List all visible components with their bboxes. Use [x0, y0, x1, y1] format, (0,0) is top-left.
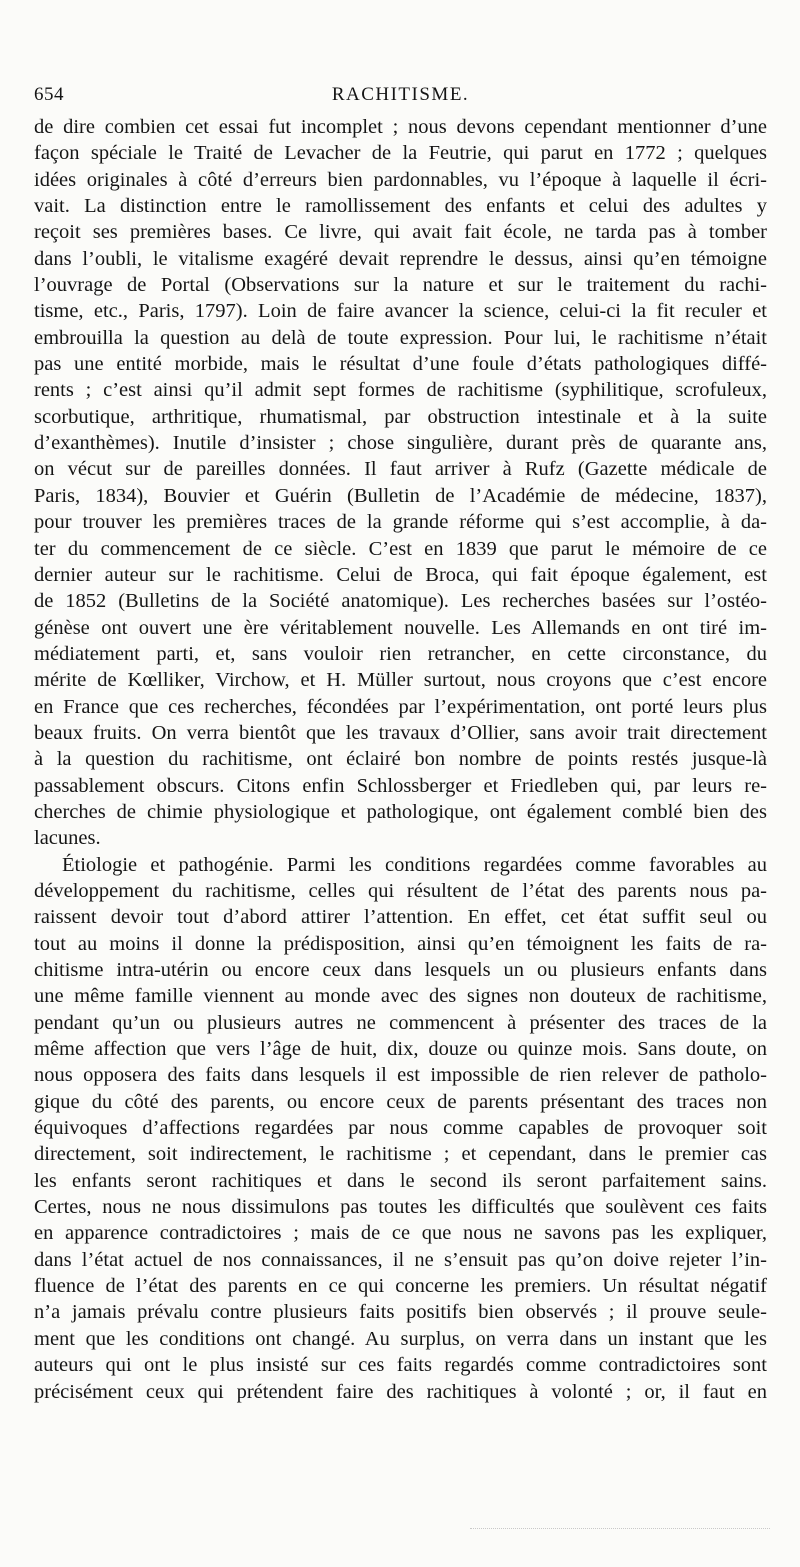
text-line: en apparence contradictoires ; mais de ce que nous ne savons pas les expliquer, — [34, 1222, 767, 1245]
text-line: embrouilla la question au delà de toute expression. Pour lui, le rachitisme n’était — [34, 326, 767, 349]
text-line: médiatement parti, et, sans vouloir rien retrancher, en cette circonstance, du — [34, 642, 767, 665]
text-line: gique du côté des parents, ou encore ceux de parents présentant des traces non — [34, 1090, 767, 1113]
page-header — [34, 78, 767, 114]
text-line: rents ; c’est ainsi qu’il admit sept formes de rachitisme (syphilitique, scrofuleux, — [34, 379, 767, 402]
text-line: même affection que vers l’âge de huit, dix, douze ou quinze mois. Sans doute, on — [34, 1038, 767, 1061]
text-line: fluence de l’état des parents en ce qui concerne les premiers. Un résultat négatif — [34, 1275, 767, 1298]
text-line: l’ouvrage de Portal (Observations sur la nature et sur le traitement du rachi- — [34, 274, 767, 297]
footer-rule — [470, 1528, 770, 1529]
text-line: passablement obscurs. Citons enfin Schlossberger et Friedleben qui, par leurs re- — [34, 774, 767, 797]
text-line: dans l’oubli, le vitalisme exagéré devait reprendre le dessus, ainsi qu’en témoigne — [34, 247, 767, 270]
text-line: dernier auteur sur le rachitisme. Celui de Broca, qui fait époque également, est — [34, 563, 767, 586]
text-line: idées originales à côté d’erreurs bien pardonnables, vu l’époque à laquelle il écri- — [34, 168, 767, 191]
body-text — [34, 114, 767, 1405]
text-line: Étiologie et pathogénie. Parmi les conditions regardées comme favorables au — [62, 853, 767, 876]
text-line: lacunes. — [34, 827, 101, 850]
text-line: directement, soit indirectement, le rachitisme ; et cependant, dans le premier cas — [34, 1143, 767, 1166]
text-line: de dire combien cet essai fut incomplet ; nous devons cependant mentionner d’une — [34, 116, 767, 138]
text-line: façon spéciale le Traité de Levacher de la Feutrie, qui parut en 1772 ; quelques — [34, 142, 767, 165]
running-title: RACHITISME. — [331, 84, 470, 105]
text-line: ter du commencement de ce siècle. C’est en 1839 que parut le mémoire de ce — [34, 537, 767, 560]
text-line: on vécut sur de pareilles données. Il faut arriver à Rufz (Gazette médicale de — [34, 458, 767, 481]
text-line: mérite de Kœlliker, Virchow, et H. Müller surtout, nous croyons que c’est encore — [34, 669, 767, 692]
text-line: pas une entité morbide, mais le résultat d’une foule d’états pathologiques diffé- — [34, 353, 767, 376]
page-number: 654 — [34, 84, 64, 105]
text-line: tout au moins il donne la prédisposition, ainsi qu’en témoignent les faits de ra- — [34, 932, 767, 955]
text-line: nous opposera des faits dans lesquels il est impossible de rien relever de patholo- — [34, 1064, 767, 1087]
text-line: une même famille viennent au monde avec des signes non douteux de rachitisme, — [34, 985, 767, 1008]
text-line: de 1852 (Bulletins de la Société anatomique). Les recherches basées sur l’ostéo- — [34, 590, 767, 613]
text-line: en France que ces recherches, fécondées par l’expérimentation, ont porté leurs plus — [34, 695, 767, 718]
text-line: auteurs qui ont le plus insisté sur ces faits regardés comme contradictoires sont — [34, 1354, 767, 1377]
text-line: ment que les conditions ont changé. Au surplus, on verra dans un instant que les — [34, 1327, 767, 1350]
book-page — [34, 78, 767, 1405]
text-line: les enfants seront rachitiques et dans le second ils seront parfaitement sains. — [34, 1169, 767, 1192]
text-line: pour trouver les premières traces de la grande réforme qui s’est accomplie, à da- — [34, 511, 767, 534]
text-line: Paris, 1834), Bouvier et Guérin (Bulletin de l’Académie de médecine, 1837), — [34, 484, 767, 507]
text-line: tisme, etc., Paris, 1797). Loin de faire avancer la science, celui-ci la fit reculer et — [34, 300, 767, 323]
text-line: n’a jamais prévalu contre plusieurs faits positifs bien observés ; il prouve seule- — [34, 1301, 767, 1324]
text-line: dans l’état actuel de nos connaissances, il ne s’ensuit pas qu’on doive rejeter l’in- — [34, 1248, 767, 1271]
text-line: raissent devoir tout d’abord attirer l’attention. En effet, cet état suffit seul ou — [34, 906, 767, 929]
text-line: génèse ont ouvert une ère véritablement nouvelle. Les Allemands en ont tiré im- — [34, 616, 767, 639]
text-line: vait. La distinction entre le ramollissement des enfants et celui des adultes y — [34, 195, 767, 218]
text-line: chitisme intra-utérin ou encore ceux dans lesquels un ou plusieurs enfants dans — [34, 959, 767, 981]
text-line: Certes, nous ne nous dissimulons pas toutes les difficultés que soulèvent ces faits — [34, 1196, 767, 1219]
text-line: scorbutique, arthritique, rhumatismal, par obstruction intestinale et à la suite — [34, 405, 767, 428]
text-line: d’exanthèmes). Inutile d’insister ; chose singulière, durant près de quarante ans, — [34, 432, 767, 455]
text-line: reçoit ses premières bases. Ce livre, qui avait fait école, ne tarda pas à tomber — [34, 221, 767, 244]
text-line: cherches de chimie physiologique et pathologique, ont également comblé bien des — [34, 800, 767, 823]
text-line: pendant qu’un ou plusieurs autres ne commencent à présenter des traces de la — [34, 1011, 767, 1034]
text-line: précisément ceux qui prétendent faire des rachitiques à volonté ; or, il faut en — [34, 1380, 767, 1403]
text-line: à la question du rachitisme, ont éclairé bon nombre de points restés jusque-là — [34, 748, 767, 771]
text-line: beaux fruits. On verra bientôt que les travaux d’Ollier, sans avoir trait directement — [34, 721, 767, 744]
text-line: équivoques d’affections regardées par nous comme capables de provoquer soit — [34, 1117, 767, 1140]
text-line: développement du rachitisme, celles qui résultent de l’état des parents nous pa- — [34, 879, 767, 902]
